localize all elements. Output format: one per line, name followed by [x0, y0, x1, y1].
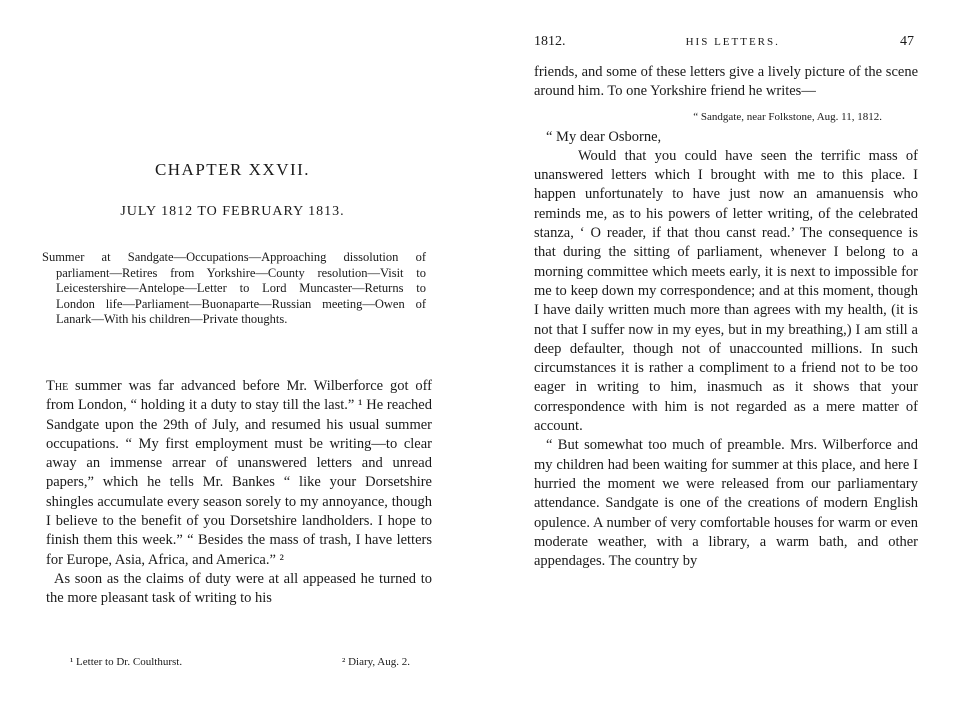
- footnote: ² Diary, Aug. 2.: [342, 656, 410, 668]
- chapter-title: CHAPTER XXVII.: [154, 160, 311, 179]
- paragraph: friends, and some of these letters give a lively picture of the scene around him. To one Yorkshire friend he writes—: [534, 64, 918, 100]
- footnote: ¹ Letter to Dr. Coulthurst.: [70, 656, 183, 668]
- paragraph: Would that you could have seen the terrific mass of unanswered letters which I brought with me to this place. I happen unfortunately to have just now an amanuensis who reminds me, as to his powers of letter writing, of the celebrated stanza, ‘ O reader, if that thou canst read.’ The consequence is that during the sitting of parliament, whenever I belong to a morning committee which meets early, it is next to impossible for me to keep down my correspondence; and at this moment, though I have daily written much more than agrees with my health, (it is not that I suffer now in my eyes, but in my breathing,) I am still a deep defaulter, though not of unaccounted millions. In such circumstances it is rather a compliment to a friend not to be too eager in writing to him, inasmuch as it shows that your correspondence with him is not regarded as a mere matter of account.: [534, 147, 918, 435]
- left-body-text: [46, 377, 432, 609]
- paragraph-lead-word: The: [46, 378, 69, 394]
- chapter-dates: JULY 1812 TO FEBRUARY 1813.: [120, 204, 345, 219]
- chapter-synopsis: Summer at Sandgate—Occupations—Approaching dissolution of parliament—Retires from Yorkshire—County resolution—Visit to Leicestershire—Antelope—Letter to Lord Muncaster—Returns to London life—Parliament—Buonaparte—Russian meeting—Owen of Lanark—With his children—Private thoughts.: [42, 250, 426, 327]
- paragraph: [46, 377, 432, 570]
- paragraph-text: summer was far advanced before Mr. Wilberforce got off from London, “ holding it a duty to stay till the last.” ¹ He reached Sandgate upon the 29th of July, and resumed his usual summer occupations. “ My first employment must be writing—to clear away an immense arrear of unanswered letters and unread papers,” which he tells Mr. Bankes “ like your Dorsetshire shingles accumulate every season sorely to my annoyance, though I believe to the benefit of you Dorsetshire landholders. I hope to finish them this week.” “ Besides the mass of trash, I have letters for Europe, Asia, Africa, and America.” ²: [46, 378, 432, 568]
- right-page: [490, 0, 980, 705]
- footnotes: [70, 656, 410, 668]
- page-number: 47: [900, 34, 914, 49]
- letter-salutation: “ My dear Osborne,: [546, 128, 662, 145]
- letter-heading: “ Sandgate, near Folkstone, Aug. 11, 1812.: [693, 110, 882, 123]
- running-head: [534, 34, 914, 50]
- paragraph: “ But somewhat too much of preamble. Mrs. Wilberforce and my children had been waiting for summer at this place, and here I hurried the moment we were released from our parliamentary attendance. Sandgate is one of the creations of modern English opulence. A number of very comfortable houses for warm or even moderate weather, with a library, a warm bath, and other appendages. The country by: [534, 437, 918, 570]
- running-head-title: HIS LETTERS.: [685, 36, 780, 48]
- running-head-year: 1812.: [534, 34, 566, 49]
- right-body-text: [534, 63, 918, 571]
- paragraph: As soon as the claims of duty were at all appeased he turned to the more pleasant task of writing to his: [46, 570, 432, 607]
